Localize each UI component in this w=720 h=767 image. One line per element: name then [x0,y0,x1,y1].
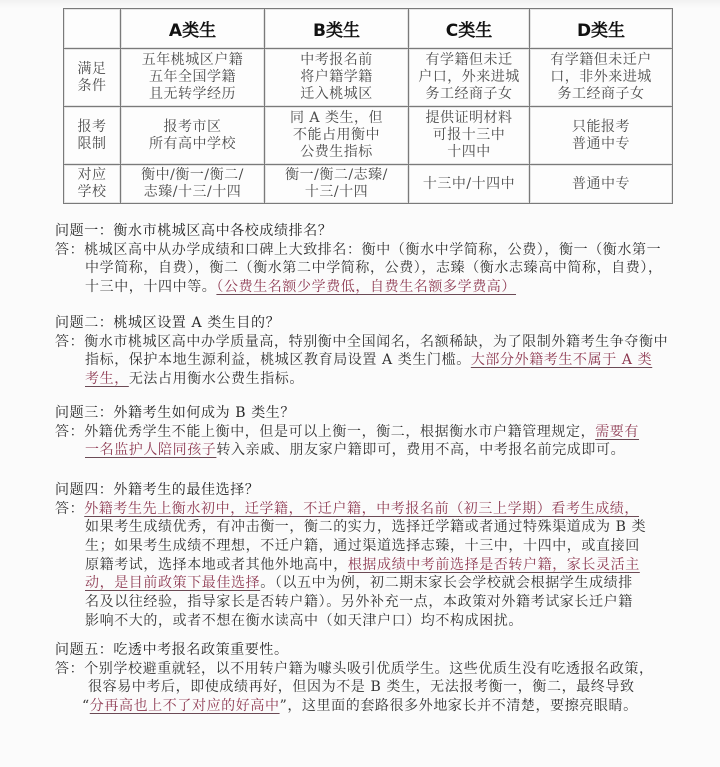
answer-line: 中学简称，自费），衡二（衡水第二中学简称，公费），志臻（衡水志臻高中简称，自费）， [85,260,663,277]
highlighted-text: 分再高也上不了对应的好高中 [89,698,280,715]
qa-section-1 [55,222,663,297]
answer-label: 答： [55,333,85,350]
highlighted-text: 考生， [85,371,129,388]
highlighted-text: 一名监护人陪同孩子 [85,442,217,459]
table-header-b: B类生 [265,9,409,49]
row-label-schools: 对应 学校 [64,165,121,204]
qa-section-5 [55,641,654,716]
table-cell: 有学籍但未迁 户口，外来进城 务工经商子女 [409,49,530,107]
answer-line: 很容易中考后，即使成绩再好，但因为不是 B 类生，无法报考衡一，衡二，最终导致 [88,679,635,696]
question-title: 问题一：衡水市桃城区高中各校成绩排名？ [55,223,333,239]
answer-label: 答： [55,423,85,440]
answer-line: 答：桃城区高中从办学成绩和口碑上大致排名：衡中（衡水中学简称，公费），衡一（衡水第一 [55,241,662,258]
question-title: 问题五：吃透中考报名政策重要性。 [55,642,289,658]
table-cell: 五年桃城区户籍 五年全国学籍 且无转学经历 [121,49,265,107]
answer-line: 原籍考试，选择本地或者其他外地高中，根据成绩中考前选择是否转户籍，家长灵活主 [85,556,640,573]
answer-label: 答： [55,500,85,517]
highlighted-text: （公费生名额少学费低，自费生名额多学费高） [216,279,517,296]
table-cell: 只能报考 普通中专 [530,107,673,165]
answer-line: “分再高也上不了对应的好高中”，这里面的套路很多外地家长并不清楚，要擦亮眼睛。 [82,698,638,715]
table-cell: 报考市区 所有高中学校 [121,107,265,165]
table-header-c: C类生 [409,9,530,49]
qa-section-4 [55,481,646,631]
answer-line [55,500,646,519]
highlighted-text: 大部分外籍考生不属于 A 类 [470,352,653,369]
table-row [64,165,673,204]
answer-line: 名及以往经验，指导家长是否转户籍）。另外补充一点，本政策对外籍考试家长迁户籍 [85,594,633,611]
row-label-requirements: 满足 条件 [64,49,121,107]
answer-line: 一名监护人陪同孩子转入亲戚、朋友家户籍即可，费用不高，中考报名前完成即可。 [85,442,626,459]
question-title: 问题三：外籍考生如何成为 B 类生？ [55,405,295,421]
answer-line: 答：衡水市桃城区高中办学质量高，特别衡中全国闻名，名额稀缺，为了限制外籍考生争夺衡中 [55,333,669,350]
table-row [64,107,673,165]
table-cell: 十三中/十四中 [409,165,530,204]
answer-line: 十三中，十四中等。（公费生名额少学费低，自费生名额多学费高） [85,279,517,296]
student-category-table [63,8,673,204]
answer-line: 指标，保护本地生源利益，桃城区教育局设置 A 类生门槛。大部分外籍考生不属于 A 类 [85,352,653,369]
highlighted-text: 根据成绩中考前选择是否转户籍，家长灵活主 [347,556,640,573]
table-header-row [64,9,673,49]
answer-line: 答：外籍优秀学生不能上衡中，但是可以上衡一，衡二，根据衡水市户籍管理规定，需要有 [55,423,640,440]
answer-line: 生；如果考生成绩不理想，不迁户籍，通过渠道选择志臻，十三中，十四中，或直接回 [85,538,640,555]
table-cell: 提供证明材料 可报十三中 十四中 [409,107,530,165]
answer-line: 如果考生成绩优秀，有冲击衡一，衡二的实力，选择迁学籍或者通过特殊渠道成为 B 类 [85,519,647,536]
table-row [64,49,673,107]
table-cell: 衡中/衡一/衡二/ 志臻/十三/十四 [121,165,265,204]
answer-line: 影响不大的，或者不想在衡水读高中（如天津户口）均不构成困扰。 [85,612,523,629]
table-cell: 普通中专 [530,165,673,204]
question-title: 问题四：外籍考生的最佳选择？ [55,482,260,498]
table-header-a: A类生 [121,9,265,49]
answer-label: 答： [55,660,85,677]
table-cell: 衡一/衡二/志臻/ 十三/十四 [265,165,409,204]
table-cell: 有学籍但未迁户 口，非外来进城 务工经商子女 [530,49,673,107]
answer-line: 答：个别学校避重就轻，以不用转户籍为噱头吸引优质学生。这些优质生没有吃透报名政策， [55,660,654,677]
qa-section-2 [55,314,668,389]
table-header-d: D类生 [530,9,673,49]
answer-line: 动，是目前政策下最佳选择。（以五中为例，初二期末家长会学校就会根据学生成绩排 [85,575,633,592]
highlighted-text: 外籍考生先上衡水初中，迁学籍，不迁户籍，中考报名前（初三上学期）看考生成绩， [84,500,640,517]
answer-label: 答： [55,241,85,258]
question-title: 问题二：桃城区设置 A 类生目的？ [55,315,281,331]
table-header-corner [64,9,121,49]
table-cell: 同 A 类生，但 不能占用衡中 公费生指标 [265,107,409,165]
table-cell: 中考报名前 将户籍学籍 迁入桃城区 [265,49,409,107]
highlighted-text: 动，是目前政策下最佳选择 [85,575,261,592]
row-label-restrictions: 报考 限制 [64,107,121,165]
highlighted-text: 需要有 [595,423,640,440]
answer-line: 考生，无法占用衡水公费生指标。 [85,371,305,388]
qa-section-3 [55,404,639,460]
